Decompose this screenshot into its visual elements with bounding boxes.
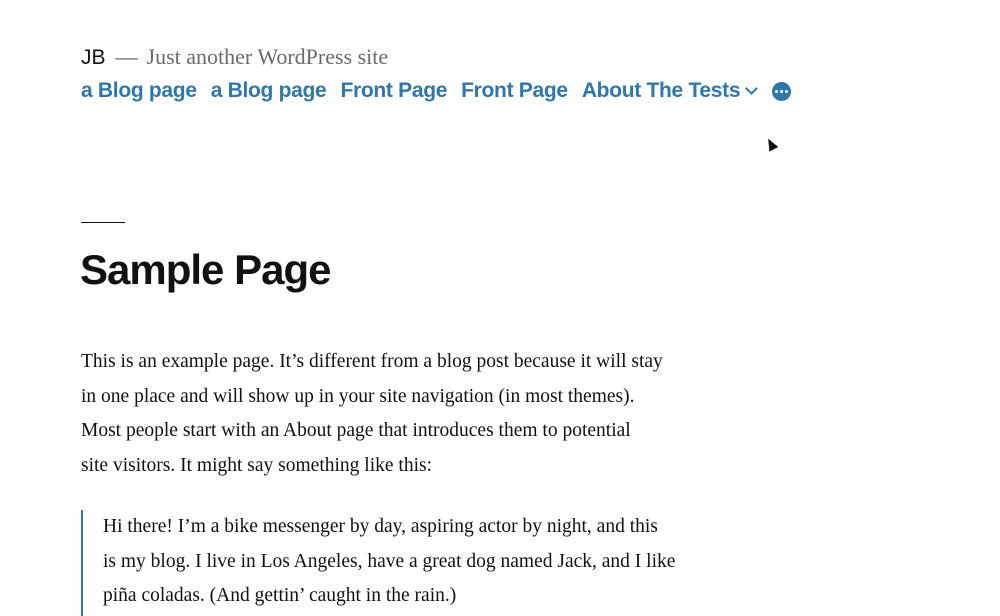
intro-line: Most people start with an About page that introduces them to potential [81, 420, 631, 441]
primary-navigation [81, 79, 791, 103]
quote-line: is my blog. I live in Los Angeles, have a great dog named Jack, and I like [103, 550, 676, 572]
nav-item-label: a Blog page [210, 79, 327, 102]
nav-item-about-the-tests[interactable] [582, 79, 756, 103]
chevron-down-icon[interactable] [745, 82, 758, 95]
page-title: Sample Page [80, 246, 331, 293]
nav-item-label: Front Page [461, 79, 568, 102]
page-blockquote [81, 510, 703, 616]
site-description: Just another WordPress site [146, 44, 389, 69]
nav-item-front-page-2[interactable] [461, 79, 568, 103]
site-branding [81, 44, 388, 70]
nav-item-blog-page-2[interactable] [211, 79, 327, 103]
nav-item-label: About The Tests [581, 79, 741, 102]
nav-item-blog-page-1[interactable] [81, 79, 197, 103]
site-title-separator: — [115, 44, 138, 69]
intro-line: site visitors. It might say something like this: [81, 454, 432, 476]
site-header [81, 44, 388, 70]
mouse-cursor-icon [764, 136, 778, 151]
intro-paragraph [81, 345, 681, 483]
title-divider [81, 222, 125, 223]
quote-line: piña coladas. (And gettin’ caught in the rain.) [103, 585, 457, 606]
site-title-link[interactable]: JB [81, 46, 106, 69]
nav-item-label: Front Page [340, 79, 448, 102]
nav-item-label: a Blog page [81, 79, 197, 102]
page-content [81, 345, 681, 483]
more-horizontal-icon[interactable] [772, 82, 791, 101]
quote-paragraph [103, 510, 703, 614]
intro-line: This is an example page. It’s different from a blog post because it will stay [81, 351, 663, 372]
nav-item-front-page-1[interactable] [340, 79, 447, 103]
intro-line: in one place and will show up in your site navigation (in most themes). [81, 385, 635, 407]
quote-line: Hi there! I’m a bike messenger by day, aspiring actor by night, and this [103, 516, 658, 537]
